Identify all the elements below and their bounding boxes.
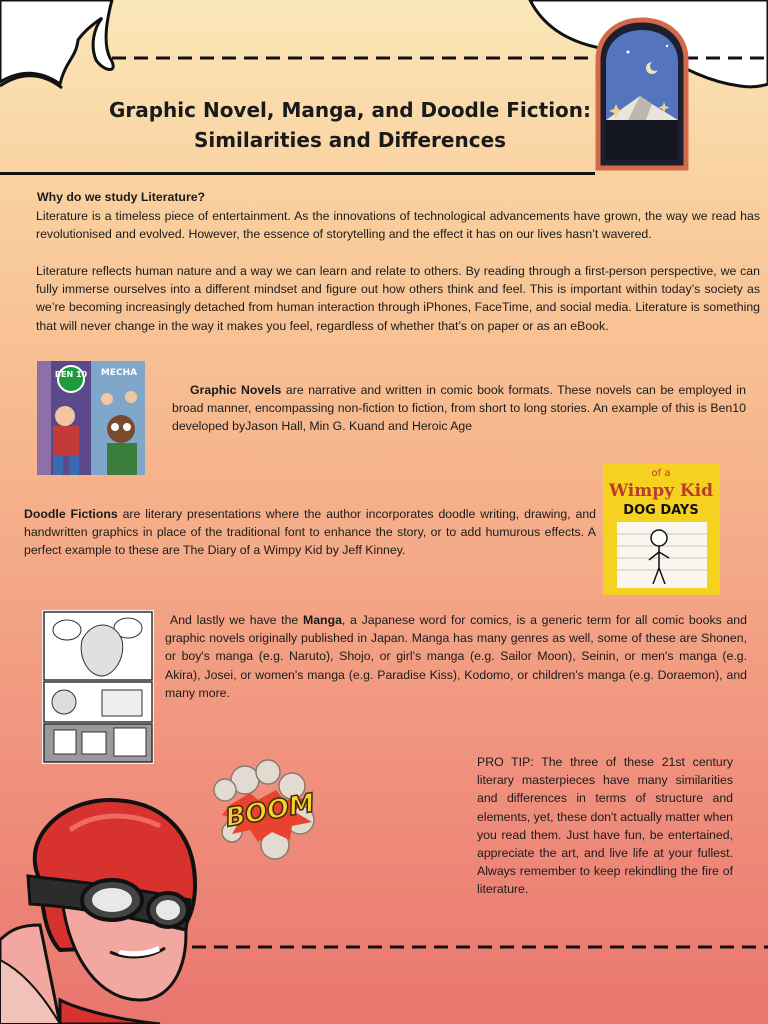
mecha-logo-text: MECHA [100, 368, 138, 378]
intro-paragraph-1: Literature is a timeless piece of entertainment. As the innovations of technological advancements have grown, the way we read has revolutionised and evolved. However, the essence of storytelling and the effect it has on our lives hasn’t wavered. [36, 209, 760, 242]
ben10-logo-text: BEN 10 [54, 370, 88, 379]
manga-text-before: And lastly we have the [170, 613, 303, 627]
page-title [80, 95, 620, 155]
why-study-heading: Why do we study Literature? [37, 190, 206, 204]
intro-paragraph-2: Literature reflects human nature and a way we can learn and relate to others. By reading through a first-person perspective, we can fully immerse ourselves into a different mindset and figure out how others think and feel. This is important within today’s society as we’re becoming increasingly detached from human interaction through iPhones, FaceTime, and social media. Literature is something that will never change in the way it makes you feel, regardless of whether that’s on paper or as an eBook. [36, 264, 760, 333]
graphic-novels-term: Graphic Novels [190, 383, 282, 397]
manga-term: Manga [302, 613, 342, 627]
manga-page-image [42, 610, 154, 764]
helmet-man-illustration [0, 800, 195, 1024]
ben10-book-cover [37, 361, 145, 475]
left-comic-bubble [0, 0, 113, 84]
pro-tip-paragraph: PRO TIP: The three of these 21st century literary masterpieces have many similarities and differences in terms of structure and elements, yet, these don't actually matter when you read them. Just have fun, be entertained, appreciate the art, and live life at your fullest. Always remember to keep rekindling the fire of literature. [477, 755, 733, 897]
doodle-fiction-text: are literary presentations where the author incorporates doodle writing, drawing, and handwritten graphics in place of the traditional font to enhance the story, or to add humurous effects. A perfect example to these are The Diary of a Wimpy Kid by Jeff Kinney. [24, 507, 596, 558]
doodle-fiction-term: Doodle Fictions [24, 507, 118, 521]
manga-text-after: , a Japanese word for comics, is a generic term for all comic books and graphic novels originally published in Japan. Manga has many genres as well, some of these are Shonen, or boy's manga (e.g. Naruto), Shojo, or girl's manga (e.g. Sailor Moon), Seinin, or men's manga (e.g. Akira), Josei, or women's manga (e.g. Paradise Kiss), Kodomo, or children's manga (e.g. Doraemon), and many more. [165, 613, 747, 700]
graphic-novels-paragraph [172, 381, 746, 436]
title-line-2: Similarities and Differences [193, 128, 507, 152]
manga-paragraph [165, 611, 747, 702]
wimpy-kid-book-cover [603, 464, 720, 595]
wimpy-subtitle-text: DOG DAYS [623, 503, 699, 518]
boom-text: BOOM [223, 788, 318, 834]
graphic-novels-text: are narrative and written in comic book formats. These novels can be employed in broad manner, encompassing non-fiction to fiction, from short to long stories. An example of this is Ben10 developed byJason Hall, Min G. Kuand and Heroic Age [172, 383, 746, 434]
wimpy-title-text: Wimpy Kid [608, 481, 714, 501]
boom-text-graphic [220, 785, 320, 835]
doodle-fiction-paragraph [24, 505, 596, 560]
wimpy-of-a-text: of a [651, 468, 671, 479]
title-line-1: Graphic Novel, Manga, and Doodle Fiction: [108, 98, 592, 122]
title-underline [0, 172, 595, 175]
